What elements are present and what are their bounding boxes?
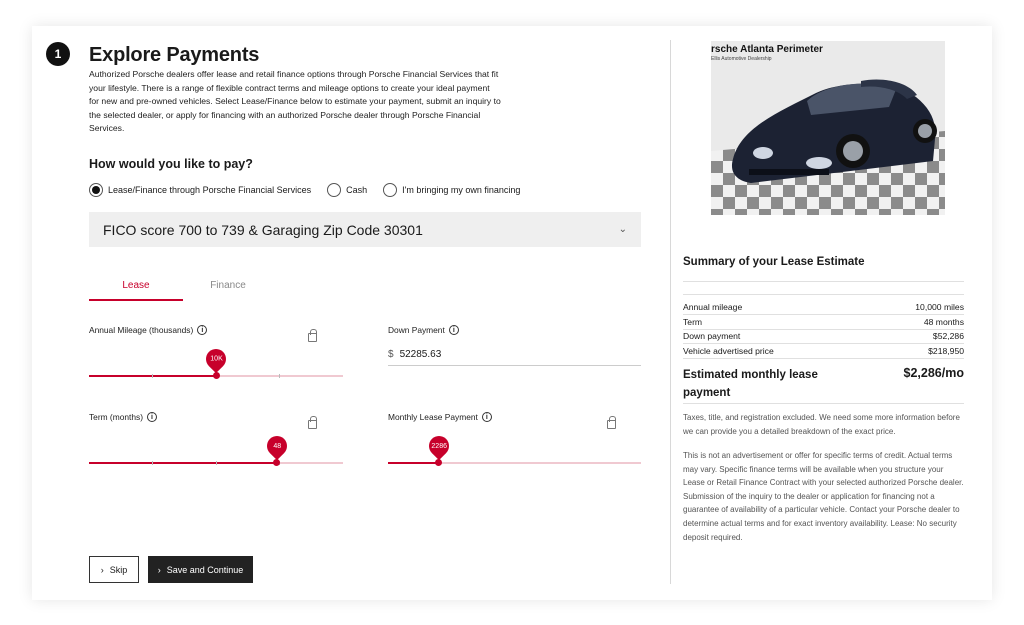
summary-divider xyxy=(683,314,964,315)
summary-row-value: 10,000 miles xyxy=(915,302,964,312)
info-icon[interactable]: i xyxy=(147,412,157,422)
summary-row xyxy=(683,317,964,327)
tab-finance[interactable]: Finance xyxy=(210,280,246,291)
down-payment-value: 52285.63 xyxy=(399,349,442,360)
monthly-payment-slider[interactable] xyxy=(388,442,641,464)
payment-option-own-financing[interactable] xyxy=(383,183,520,197)
slider-fill xyxy=(89,462,277,464)
tab-lease[interactable]: Lease xyxy=(89,280,183,301)
summary-title: Summary of your Lease Estimate xyxy=(683,256,865,268)
radio-icon xyxy=(383,183,397,197)
slider-tick xyxy=(216,461,217,465)
chevron-right-icon: › xyxy=(100,564,104,575)
estimate-note: Taxes, title, and registration excluded. We need some more information before we can provide you a detailed breakdown of the exact price. xyxy=(683,413,960,436)
info-icon[interactable]: i xyxy=(449,325,459,335)
radio-icon xyxy=(327,183,341,197)
summary-row xyxy=(683,346,964,356)
summary-divider xyxy=(683,403,964,404)
down-payment-label xyxy=(388,325,459,335)
monthly-payment-label xyxy=(388,412,492,422)
estimate-value: $2,286/mo xyxy=(903,366,964,380)
summary-row-label: Term xyxy=(683,317,703,327)
credit-score-value: FICO score 700 to 739 & Garaging Zip Code 30301 xyxy=(103,221,423,238)
step-number-badge: 1 xyxy=(46,42,70,66)
slider-handle[interactable] xyxy=(213,372,220,379)
intro-text: Authorized Porsche dealers offer lease and retail finance options through Porsche Financial Services that fit your lifestyle. There is a range of flexible contract terms and mileage options to create your ideal payment for new and pre-owned vehicles. Select Lease/Finance below to estimate your payment, submit an inquiry to the selected dealer, or apply for financing with an authorized Porsche dealer through Porsche Financial Services. xyxy=(89,69,501,134)
save-and-continue-button[interactable] xyxy=(148,556,253,583)
summary-divider xyxy=(683,281,964,282)
radio-icon xyxy=(89,183,103,197)
monthly-payment-label-text: Monthly Lease Payment xyxy=(388,412,478,422)
summary-row-label: Vehicle advertised price xyxy=(683,346,774,356)
skip-button[interactable] xyxy=(89,556,139,583)
chevron-right-icon: › xyxy=(157,564,161,575)
term-slider[interactable] xyxy=(89,442,343,464)
dealer-subtitle: Ellis Automotive Dealership xyxy=(711,56,772,62)
term-label xyxy=(89,412,157,422)
lock-icon[interactable] xyxy=(607,420,616,429)
mileage-label-text: Annual Mileage (thousands) xyxy=(89,325,194,335)
summary-row-value: $52,286 xyxy=(932,331,964,341)
info-icon[interactable]: i xyxy=(482,412,492,422)
credit-score-select[interactable] xyxy=(89,212,641,247)
vehicle-illustration xyxy=(711,41,945,215)
estimate-label: Estimated monthly lease payment xyxy=(683,369,818,399)
payment-option-cash[interactable] xyxy=(327,183,367,197)
summary-divider xyxy=(683,294,964,295)
mileage-slider[interactable] xyxy=(89,355,343,377)
summary-row-value: 48 months xyxy=(923,317,964,327)
summary-row-label: Annual mileage xyxy=(683,302,743,312)
slider-fill xyxy=(388,462,439,464)
payment-option-lease-finance[interactable] xyxy=(89,183,311,197)
disclaimer-text: This is not an advertisement or offer for specific terms of credit. Actual terms may vary. Specific finance terms will be available when you structure your Lease or Retail Finance Contract with your selected authorized Porsche dealer. Submission of the inquiry to the dealer or application for financing not a guarantee of availability of a particular vehicle. Contact your Porsche dealer to determine actual terms and for exact inventory availability. Lease: No security deposit required. xyxy=(683,451,964,542)
skip-button-label: Skip xyxy=(109,564,128,575)
payment-options xyxy=(89,183,536,197)
term-label-text: Term (months) xyxy=(89,412,143,422)
lock-icon[interactable] xyxy=(308,420,317,429)
info-icon[interactable]: i xyxy=(197,325,207,335)
down-payment-input[interactable] xyxy=(388,344,641,366)
summary-row xyxy=(683,331,964,341)
payment-option-label: Cash xyxy=(346,185,368,195)
mileage-label xyxy=(89,325,207,335)
column-divider xyxy=(670,40,671,584)
slider-value: 48 xyxy=(273,442,281,450)
summary-row-label: Down payment xyxy=(683,331,741,341)
down-payment-label-text: Down Payment xyxy=(388,325,445,335)
currency-symbol: $ xyxy=(388,349,394,360)
summary-divider xyxy=(683,343,964,344)
payment-option-label: I'm bringing my own financing xyxy=(402,185,521,195)
payment-question: How would you like to pay? xyxy=(89,157,253,171)
slider-value: 10K xyxy=(209,355,223,363)
summary-divider xyxy=(683,329,964,330)
chevron-down-icon: ⌄ xyxy=(618,224,627,235)
summary-row xyxy=(683,302,964,312)
save-button-label: Save and Continue xyxy=(166,564,244,575)
slider-value: 2286 xyxy=(430,442,447,450)
slider-tick xyxy=(152,374,153,378)
summary-divider xyxy=(683,358,964,359)
slider-tick xyxy=(279,374,280,378)
page-title: Explore Payments xyxy=(89,44,260,66)
dealer-name: rsche Atlanta Perimeter xyxy=(711,44,823,55)
vehicle-photo xyxy=(711,41,945,215)
lease-finance-tabs xyxy=(89,280,641,302)
slider-tick xyxy=(152,461,153,465)
lock-icon[interactable] xyxy=(308,333,317,342)
summary-row-value: $218,950 xyxy=(928,346,964,356)
payment-option-label: Lease/Finance through Porsche Financial Services xyxy=(108,185,312,195)
